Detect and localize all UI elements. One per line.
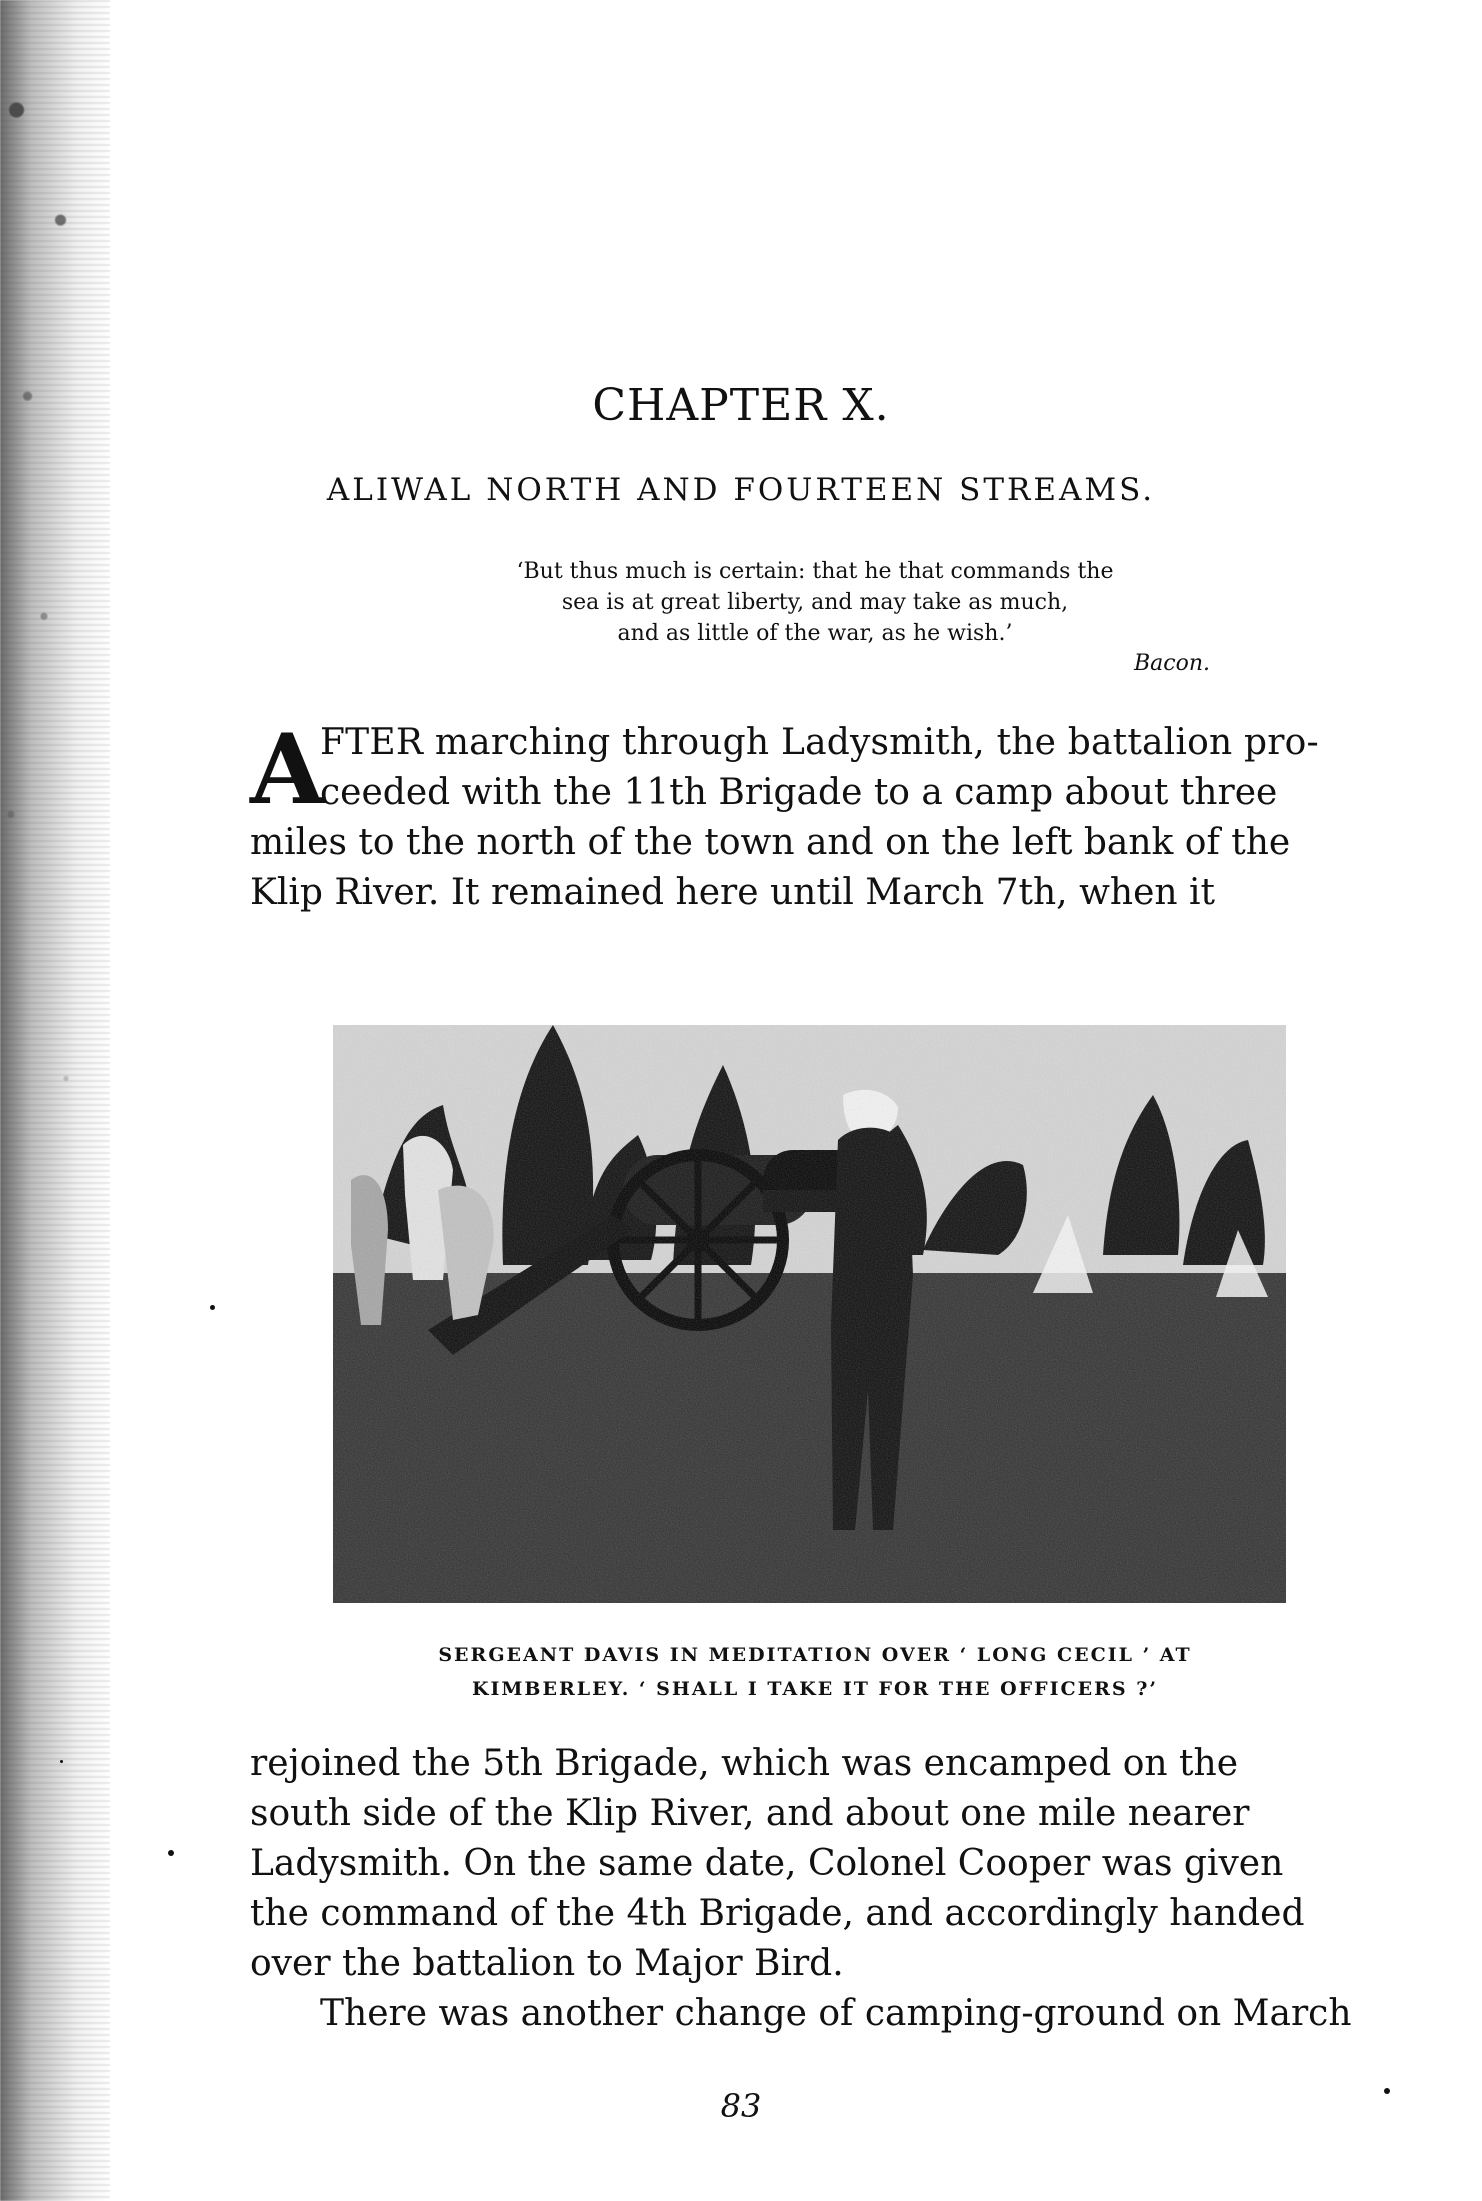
chapter-title: CHAPTER X. <box>592 380 890 431</box>
paragraph-line: rejoined the 5th Brigade, which was encamped on the <box>250 1743 1239 1784</box>
page-number: 83 <box>720 2087 762 2125</box>
paragraph-opening <box>250 713 1370 918</box>
scan-speck <box>168 1850 174 1856</box>
paragraph-line: ceeded with the 11th Brigade to a camp about three <box>320 772 1278 813</box>
caption-line: KIMBERLEY. ‘ SHALL I TAKE IT FOR THE OFFICERS ?’ <box>471 1678 1159 1700</box>
drop-cap: A <box>250 713 325 826</box>
scan-speck <box>60 1760 63 1763</box>
paragraph-line: There was another change of camping-ground on March <box>320 1993 1352 2034</box>
historic-photo <box>333 1025 1286 1603</box>
scan-speck <box>1384 2088 1390 2094</box>
paragraph-line: FTER marching through Ladysmith, the battalion pro- <box>320 722 1319 763</box>
paragraph-line: south side of the Klip River, and about one mile nearer <box>250 1793 1250 1834</box>
epigraph <box>390 556 1240 649</box>
paragraph-line: Klip River. It remained here until March 7th, when it <box>250 872 1215 913</box>
epigraph-line: ‘But thus much is certain: that he that commands the <box>516 559 1114 584</box>
photo-illustration <box>333 1025 1286 1603</box>
caption-line: SERGEANT DAVIS IN MEDITATION OVER ‘ LONG CECIL ’ AT <box>438 1644 1192 1666</box>
epigraph-attribution: Bacon. <box>1133 651 1210 676</box>
paragraph-continued <box>250 1739 1370 2039</box>
paragraph-line: miles to the north of the town and on the left bank of the <box>250 822 1291 863</box>
scan-speck <box>210 1305 215 1310</box>
paragraph-line: Ladysmith. On the same date, Colonel Cooper was given <box>250 1843 1284 1884</box>
paragraph-line: the command of the 4th Brigade, and accordingly handed <box>250 1893 1305 1934</box>
photo-caption <box>390 1638 1240 1706</box>
scanned-binding-shadow <box>0 0 110 2201</box>
epigraph-line: and as little of the war, as he wish.’ <box>617 621 1013 646</box>
chapter-subtitle: ALIWAL NORTH AND FOURTEEN STREAMS. <box>326 472 1156 508</box>
epigraph-line: sea is at great liberty, and may take as much, <box>561 590 1069 615</box>
paragraph-line: over the battalion to Major Bird. <box>250 1943 844 1984</box>
